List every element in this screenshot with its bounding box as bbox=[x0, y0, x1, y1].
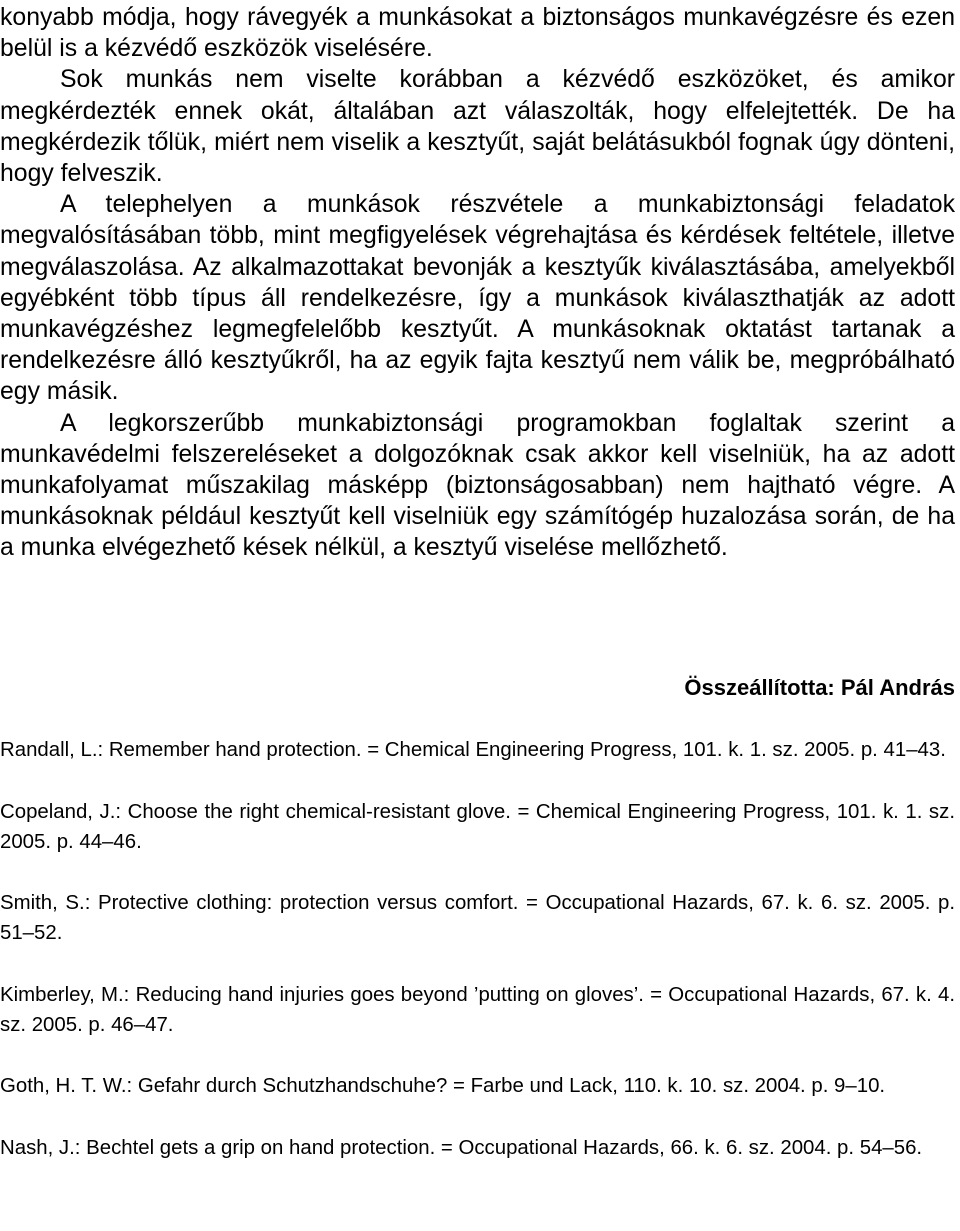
author-credit: Összeállította: Pál András bbox=[684, 675, 955, 700]
article-body bbox=[0, 2, 955, 564]
paragraph-forgetting-gloves: Sok munkás nem viselte korábban a kézvédő eszközöket, és amikor megkérdezték ennek okát, általában azt válaszolták, hogy elfelejtették. De ha megkérdezik tőlük, miért nem viselik a kesztyűt, saját belátásukból fognak úgy dönteni, hogy felveszik. bbox=[0, 66, 955, 188]
paragraph-continuation: konyabb módja, hogy rávegyék a munkásokat a biztonságos munkavégzésre és ezen belül is a kézvédő eszközök viselésére. bbox=[0, 4, 955, 63]
reference-list bbox=[0, 735, 955, 1194]
reference-item: Copeland, J.: Choose the right chemical-resistant glove. = Chemical Engineering Progress, 101. k. 1. sz. 2005. p. 44–46. bbox=[0, 800, 955, 853]
reference-item: Kimberley, M.: Reducing hand injuries goes beyond ’putting on gloves’. = Occupational Hazards, 67. k. 4. sz. 2005. p. 46–47. bbox=[0, 983, 955, 1036]
reference-item: Randall, L.: Remember hand protection. = Chemical Engineering Progress, 101. k. 1. sz. 2005. p. 41–43. bbox=[0, 739, 946, 761]
paragraph-worker-participation: A telephelyen a munkások részvétele a munkabiztonsági feladatok megvalósításában több, mint megfigyelések végrehajtása és kérdések feltétele, illetve megválaszolása. Az alkalmazottakat bevonják a kesztyűk kiválasztásába, amelyekből egyébként több típus áll rendelkezésre, így a munkások kiválaszthatják az adott munkavégzéshez legmegfelelőbb kesztyűt. A munkásoknak oktatást tartanak a rendelkezésre álló kesztyűkről, ha az egyik fajta kesztyű nem válik be, megpróbálható egy másik. bbox=[0, 191, 955, 406]
reference-item: Nash, J.: Bechtel gets a grip on hand protection. = Occupational Hazards, 66. k. 6. sz. 2004. p. 54–56. bbox=[0, 1136, 923, 1159]
reference-item: Goth, H. T. W.: Gefahr durch Schutzhandschuhe? = Farbe und Lack, 110. k. 10. sz. 2004. p. 9–10. bbox=[0, 1075, 886, 1097]
paragraph-modern-programs: A legkorszerűbb munkabiztonsági programokban foglaltak szerint a munkavédelmi felszereléseket a dolgozóknak csak akkor kell viselniük, ha az adott munkafolyamat műszakilag másképp (biztonságosabban) nem hajtható végre. A munkásoknak például kesztyűt kell viselniük egy számítógép huzalozása során, de ha a munka elvégezhető kések nélkül, a kesztyű viselése mellőzhető. bbox=[0, 409, 955, 562]
reference-item: Smith, S.: Protective clothing: protection versus comfort. = Occupational Hazards, 67. k. 6. sz. 2005. p. 51–52. bbox=[0, 892, 955, 944]
